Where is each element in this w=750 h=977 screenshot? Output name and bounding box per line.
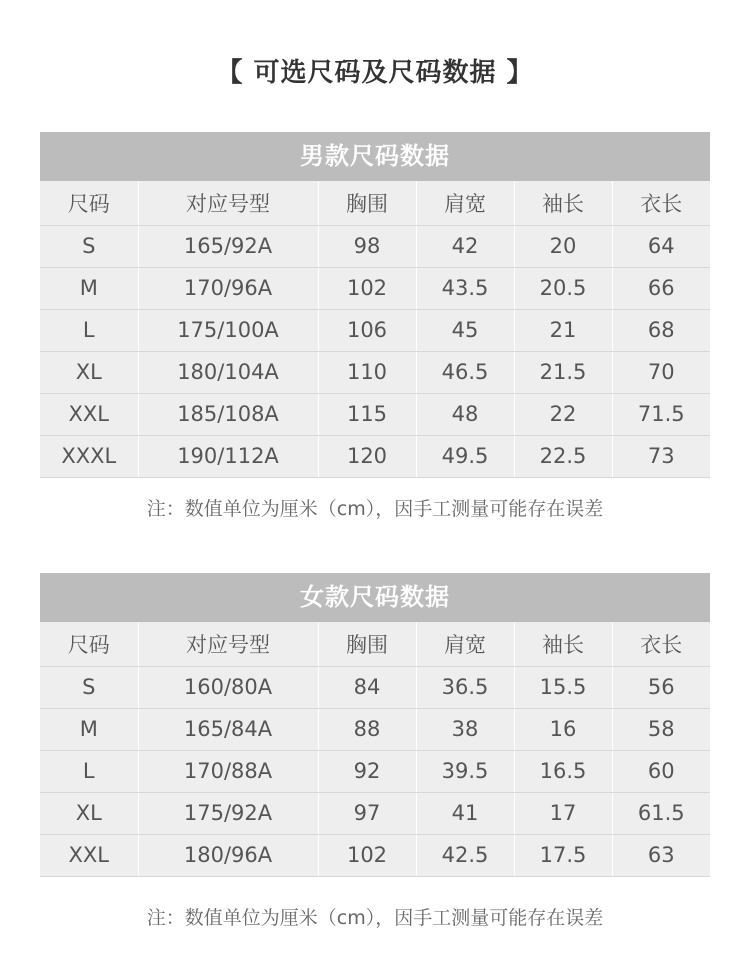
cell-fit: 170/96A (138, 267, 318, 309)
men-header-row (40, 181, 710, 225)
cell-sleeve: 20 (514, 225, 612, 267)
column-header-sleeve: 袖长 (514, 622, 612, 666)
men-table-title: 男款尺码数据 (40, 132, 710, 181)
cell-sleeve: 15.5 (514, 666, 612, 708)
cell-size: S (40, 225, 138, 267)
cell-fit: 185/108A (138, 393, 318, 435)
cell-shoulder: 45 (416, 309, 514, 351)
table-row (40, 267, 710, 309)
cell-shoulder: 48 (416, 393, 514, 435)
table-row (40, 750, 710, 792)
cell-sleeve: 22 (514, 393, 612, 435)
cell-sleeve: 20.5 (514, 267, 612, 309)
cell-length: 56 (612, 666, 710, 708)
cell-length: 61.5 (612, 792, 710, 834)
cell-shoulder: 42 (416, 225, 514, 267)
cell-shoulder: 46.5 (416, 351, 514, 393)
cell-length: 71.5 (612, 393, 710, 435)
cell-chest: 88 (318, 708, 416, 750)
cell-size: XXL (40, 834, 138, 876)
cell-size: XL (40, 351, 138, 393)
cell-size: XXL (40, 393, 138, 435)
cell-chest: 97 (318, 792, 416, 834)
cell-shoulder: 36.5 (416, 666, 514, 708)
men-size-table (40, 132, 710, 478)
cell-length: 70 (612, 351, 710, 393)
cell-chest: 110 (318, 351, 416, 393)
column-header-size: 尺码 (40, 622, 138, 666)
column-header-chest: 胸围 (318, 622, 416, 666)
women-table-title: 女款尺码数据 (40, 573, 710, 622)
cell-size: XL (40, 792, 138, 834)
cell-size: XXXL (40, 435, 138, 477)
column-header-sleeve: 袖长 (514, 181, 612, 225)
column-header-fit: 对应号型 (138, 622, 318, 666)
cell-sleeve: 17.5 (514, 834, 612, 876)
cell-fit: 160/80A (138, 666, 318, 708)
women-table-body (40, 666, 710, 876)
cell-chest: 102 (318, 834, 416, 876)
cell-chest: 102 (318, 267, 416, 309)
cell-chest: 92 (318, 750, 416, 792)
cell-shoulder: 39.5 (416, 750, 514, 792)
table-row (40, 834, 710, 876)
cell-fit: 165/84A (138, 708, 318, 750)
cell-sleeve: 21.5 (514, 351, 612, 393)
cell-length: 66 (612, 267, 710, 309)
cell-size: L (40, 309, 138, 351)
cell-sleeve: 22.5 (514, 435, 612, 477)
table-row (40, 393, 710, 435)
table-row (40, 309, 710, 351)
column-header-shoulder: 肩宽 (416, 181, 514, 225)
column-header-size: 尺码 (40, 181, 138, 225)
cell-chest: 84 (318, 666, 416, 708)
cell-length: 58 (612, 708, 710, 750)
cell-size: L (40, 750, 138, 792)
cell-shoulder: 41 (416, 792, 514, 834)
cell-sleeve: 21 (514, 309, 612, 351)
cell-fit: 180/104A (138, 351, 318, 393)
table-row (40, 792, 710, 834)
column-header-shoulder: 肩宽 (416, 622, 514, 666)
women-header-row (40, 622, 710, 666)
table-row (40, 666, 710, 708)
table-row (40, 708, 710, 750)
cell-sleeve: 17 (514, 792, 612, 834)
women-size-table (40, 573, 710, 877)
column-header-length: 衣长 (612, 622, 710, 666)
page-title: 【 可选尺码及尺码数据 】 (216, 58, 534, 88)
cell-fit: 165/92A (138, 225, 318, 267)
men-table-body (40, 225, 710, 477)
cell-length: 63 (612, 834, 710, 876)
cell-fit: 175/92A (138, 792, 318, 834)
cell-chest: 115 (318, 393, 416, 435)
cell-length: 68 (612, 309, 710, 351)
table-row (40, 225, 710, 267)
cell-fit: 180/96A (138, 834, 318, 876)
cell-shoulder: 38 (416, 708, 514, 750)
cell-length: 60 (612, 750, 710, 792)
cell-length: 73 (612, 435, 710, 477)
cell-length: 64 (612, 225, 710, 267)
cell-size: M (40, 267, 138, 309)
cell-shoulder: 42.5 (416, 834, 514, 876)
column-header-length: 衣长 (612, 181, 710, 225)
cell-sleeve: 16.5 (514, 750, 612, 792)
women-measurement-note: 注：数值单位为厘米（cm），因手工测量可能存在误差 (146, 907, 604, 929)
men-measurement-note: 注：数值单位为厘米（cm），因手工测量可能存在误差 (146, 498, 604, 520)
cell-size: M (40, 708, 138, 750)
cell-fit: 170/88A (138, 750, 318, 792)
column-header-fit: 对应号型 (138, 181, 318, 225)
column-header-chest: 胸围 (318, 181, 416, 225)
cell-fit: 175/100A (138, 309, 318, 351)
cell-chest: 120 (318, 435, 416, 477)
cell-chest: 106 (318, 309, 416, 351)
cell-size: S (40, 666, 138, 708)
cell-shoulder: 49.5 (416, 435, 514, 477)
table-row (40, 351, 710, 393)
cell-fit: 190/112A (138, 435, 318, 477)
cell-sleeve: 16 (514, 708, 612, 750)
table-row (40, 435, 710, 477)
cell-chest: 98 (318, 225, 416, 267)
cell-shoulder: 43.5 (416, 267, 514, 309)
